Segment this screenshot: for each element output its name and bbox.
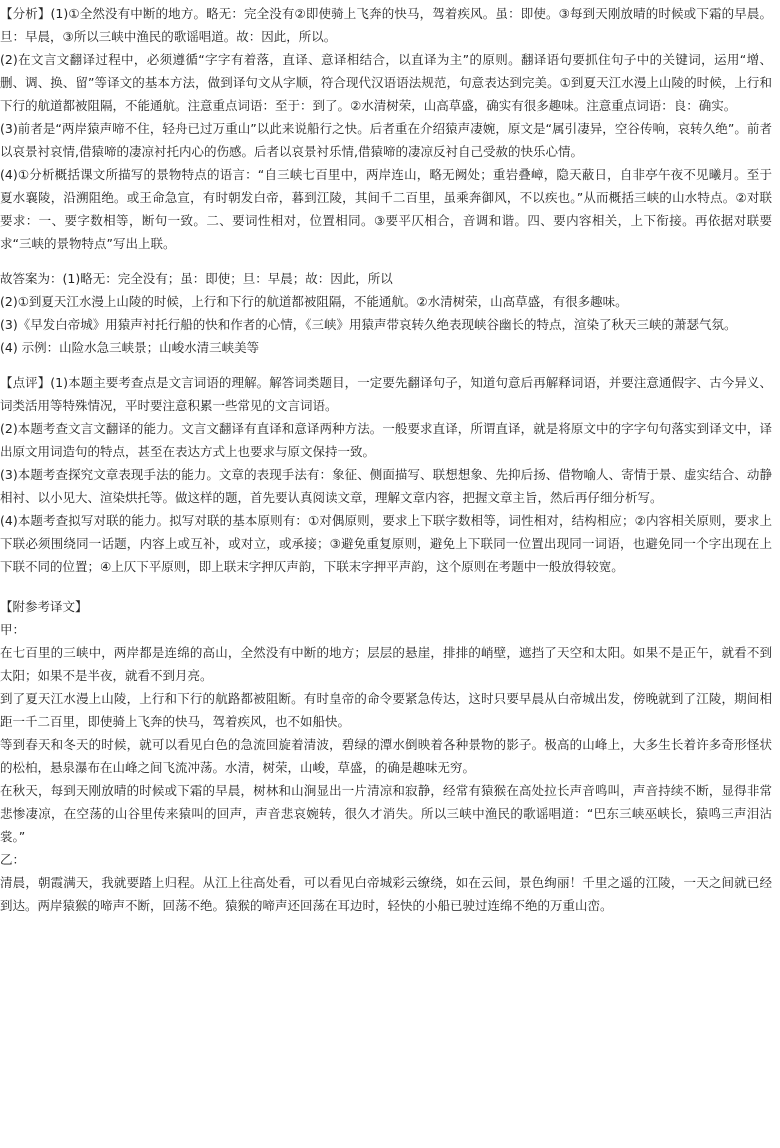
jia-label: 甲： — [0, 622, 26, 637]
answer-line-3: (3)《早发白帝城》用猿声衬托行船的快和作者的心情，《三峡》用猿声带哀转久绝表现峡谷幽长的特点，渲染了秋天三峡的萧瑟气氛。 — [0, 317, 737, 332]
analysis-paragraph-3: (3)前者是“两岸猿声啼不住，轻舟已过万重山”以此来说船行之快。后者重在介绍猿声凄婉，原文是“属引凄异，空谷传响，哀转久绝”。前者以哀景衬哀情,借猿啼的凄凉衬托内心的伤感。后者以哀景衬乐情,借猿啼的凄凉反衬自己受赦的快乐心情。 — [0, 121, 772, 159]
analysis-section — [0, 2, 772, 255]
yi-label: 乙： — [0, 852, 26, 867]
analysis-paragraph-4: (4)①分析概括课文所描写的景物特点的语言：“自三峡七百里中，两岸连山，略无阙处；重岩叠嶂，隐天蔽日，自非亭午夜不见曦月。至于夏水襄陵，沿溯阻绝。或王命急宣，有时朝发白帝，暮到江陵，其间千二百里，虽乘奔御风，不以疾也。”从而概括三峡的山水特点。②对联要求：一、要字数相等，断句一致。二、要词性相对，位置相同。③要平仄相合，音调和谐。四、要内容相关，上下衔接。再依据对联要求“三峡的景物特点”写出上联。 — [0, 167, 772, 251]
comment-section — [0, 371, 772, 578]
yi-paragraph-1: 清晨，朝霞满天，我就要踏上归程。从江上往高处看，可以看见白帝城彩云缭绕，如在云间，景色绚丽！千里之遥的江陵，一天之间就已经到达。两岸猿猴的啼声不断，回荡不绝。猿猴的啼声还回荡在耳边时，轻快的小船已驶过连绵不绝的万重山峦。 — [0, 875, 772, 913]
comment-paragraph-4: (4)本题考查拟写对联的能力。拟写对联的基本原则有：①对偶原则，要求上下联字数相等，词性相对，结构相应；②内容相关原则，要求上下联必须围绕同一话题，内容上或互补，或对立，或承接；③避免重复原则，避免上下联同一位置出现同一词语，也避免同一个字出现在上下联不同的位置；④上仄下平原则，即上联末字押仄声韵，下联末字押平声韵，这个原则在考题中一般放得较宽。 — [0, 513, 772, 574]
translation-section — [0, 595, 772, 917]
jia-paragraph-2: 到了夏天江水漫上山陵，上行和下行的航路都被阻断。有时皇帝的命令要紧急传达，这时只要早晨从白帝城出发，傍晚就到了江陵，期间相距一千二百里，即使骑上飞奔的快马，驾着疾风，也不如船快。 — [0, 691, 772, 729]
translation-heading: 【附参考译文】 — [0, 599, 88, 614]
answer-line-2: (2)①到夏天江水漫上山陵的时候，上行和下行的航道都被阻隔，不能通航。②水清树荣，山高草盛，有很多趣味。 — [0, 294, 628, 309]
comment-paragraph-1: 【点评】(1)本题主要考查点是文言词语的理解。解答词类题目，一定要先翻译句子，知道句意后再解释词语，并要注意通假字、古今异义、词类活用等特殊情况，平时要注意积累一些常见的文言词语。 — [0, 375, 772, 413]
jia-paragraph-3: 等到春天和冬天的时候，就可以看见白色的急流回旋着清波，碧绿的潭水倒映着各种景物的影子。极高的山峰上，大多生长着许多奇形怪状的松柏，悬泉瀑布在山峰之间飞流冲荡。水清，树荣，山峻，草盛，的确是趣味无穷。 — [0, 737, 772, 775]
jia-paragraph-1: 在七百里的三峡中，两岸都是连绵的高山，全然没有中断的地方；层层的悬崖，排排的峭壁，遮挡了天空和太阳。如果不是正午，就看不到太阳；如果不是半夜，就看不到月亮。 — [0, 645, 772, 683]
answer-line-1: 故答案为：(1)略无：完全没有；虽：即使；旦：早晨；故：因此，所以 — [0, 271, 393, 286]
analysis-paragraph-2: (2)在文言文翻译过程中，必须遵循“字字有着落，直译、意译相结合，以直译为主”的原则。翻译语句要抓住句子中的关键词，运用“增、删、调、换、留”等译文的基本方法，做到译句文从字顺，符合现代汉语语法规范，句意表达到完美。①到夏天江水漫上山陵的时候，上行和下行的航道都被阻隔，不能通航。注意重点词语：至于：到了。②水清树荣，山高草盛，确实有很多趣味。注意重点词语：良：确实。 — [0, 52, 772, 113]
answer-line-4: (4) 示例：山险水急三峡景；山峻水清三峡美等 — [0, 340, 260, 355]
comment-paragraph-3: (3)本题考查探究文章表现手法的能力。文章的表现手法有：象征、侧面描写、联想想象、先抑后扬、借物喻人、寄情于景、虚实结合、动静相衬、以小见大、渲染烘托等。做这样的题，首先要认真阅读文章，理解文章内容，把握文章主旨，然后再仔细分析写。 — [0, 467, 772, 505]
answer-section — [0, 267, 772, 359]
jia-paragraph-4: 在秋天，每到天刚放晴的时候或下霜的早晨，树林和山涧显出一片清凉和寂静，经常有猿猴在高处拉长声音鸣叫，声音持续不断，显得非常悲惨凄凉，在空荡的山谷里传来猿叫的回声，声音悲哀婉转，很久才消失。所以三峡中渔民的歌谣唱道：“巴东三峡巫峡长，猿鸣三声泪沾裳。” — [0, 783, 772, 844]
comment-paragraph-2: (2)本题考查文言文翻译的能力。文言文翻译有直译和意译两种方法。一般要求直译，所谓直译，就是将原文中的字字句句落实到译文中，译出原文用词造句的特点，甚至在表达方式上也要求与原文保持一致。 — [0, 421, 772, 459]
analysis-paragraph-1: 【分析】(1)①全然没有中断的地方。略无：完全没有②即使骑上飞奔的快马，驾着疾风。虽：即使。③每到天刚放晴的时候或下霜的早晨。旦：早晨，③所以三峡中渔民的歌谣唱道。故：因此，所以。 — [0, 6, 772, 44]
